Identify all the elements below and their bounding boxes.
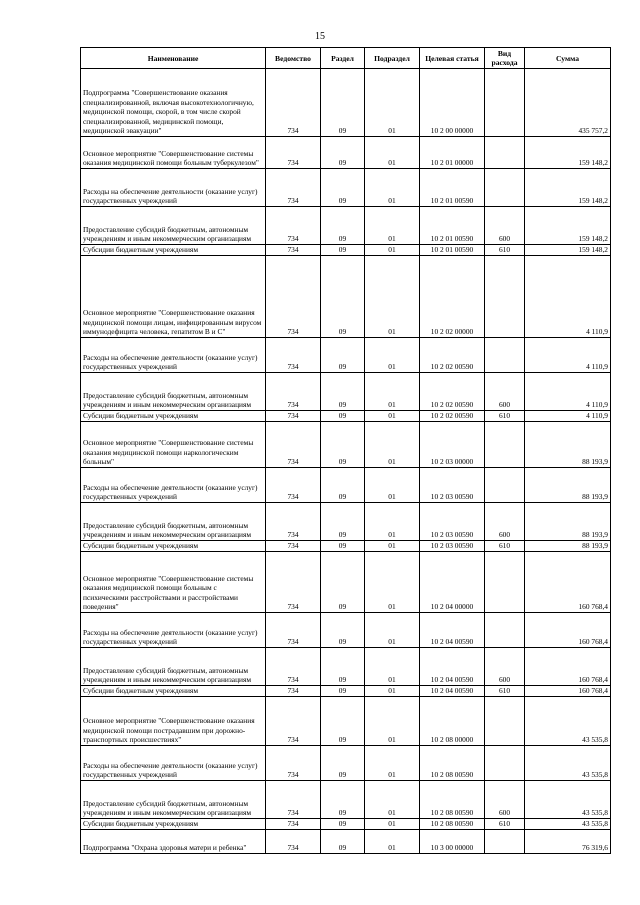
- cell-sum: 159 148,2: [525, 137, 611, 169]
- page-number: 15: [315, 31, 325, 42]
- cell-sum: 159 148,2: [525, 207, 611, 245]
- cell-subsection: 01: [365, 503, 420, 541]
- table-row: [81, 697, 611, 746]
- cell-type: [485, 552, 525, 613]
- cell-subsection: 01: [365, 648, 420, 686]
- cell-section: 09: [321, 137, 365, 169]
- cell-dept: 734: [266, 69, 321, 137]
- header-target: Целевая статья: [420, 48, 485, 69]
- cell-dept: 734: [266, 468, 321, 503]
- cell-subsection: 01: [365, 819, 420, 830]
- table-row: [81, 338, 611, 373]
- cell-type: [485, 69, 525, 137]
- cell-sum: 160 768,4: [525, 552, 611, 613]
- table-row: [81, 422, 611, 468]
- cell-name: Расходы на обеспечение деятельности (оказание услуг) государственных учреждений: [81, 169, 266, 207]
- cell-target: 10 2 03 00590: [420, 541, 485, 552]
- cell-target: 10 2 01 00590: [420, 245, 485, 256]
- budget-table: [80, 47, 611, 854]
- cell-dept: 734: [266, 819, 321, 830]
- cell-section: 09: [321, 411, 365, 422]
- cell-type: [485, 137, 525, 169]
- cell-subsection: 01: [365, 613, 420, 648]
- table-row: [81, 207, 611, 245]
- cell-sum: 160 768,4: [525, 686, 611, 697]
- table-row: [81, 256, 611, 338]
- cell-name: Основное мероприятие "Совершенствование системы оказания медицинской помощи наркологическим больным": [81, 422, 266, 468]
- table-row: [81, 746, 611, 781]
- cell-target: 10 2 02 00590: [420, 411, 485, 422]
- cell-subsection: 01: [365, 781, 420, 819]
- cell-name: Основное мероприятие "Совершенствование системы оказания медицинской помощи больным туберкулезом": [81, 137, 266, 169]
- cell-section: 09: [321, 338, 365, 373]
- cell-subsection: 01: [365, 830, 420, 854]
- table-row: [81, 468, 611, 503]
- cell-section: 09: [321, 256, 365, 338]
- cell-sum: 88 193,9: [525, 468, 611, 503]
- cell-section: 09: [321, 697, 365, 746]
- cell-name: Предоставление субсидий бюджетным, автономным учреждениям и иным некоммерческим организациям: [81, 781, 266, 819]
- cell-subsection: 01: [365, 697, 420, 746]
- cell-name: Предоставление субсидий бюджетным, автономным учреждениям и иным некоммерческим организациям: [81, 648, 266, 686]
- cell-dept: 734: [266, 256, 321, 338]
- cell-subsection: 01: [365, 686, 420, 697]
- table-row: [81, 69, 611, 137]
- cell-sum: 88 193,9: [525, 503, 611, 541]
- cell-section: 09: [321, 245, 365, 256]
- cell-name: Подпрограмма "Охрана здоровья матери и ребенка": [81, 830, 266, 854]
- cell-sum: 43 535,8: [525, 746, 611, 781]
- cell-type: [485, 830, 525, 854]
- cell-sum: 159 148,2: [525, 245, 611, 256]
- cell-dept: 734: [266, 245, 321, 256]
- cell-dept: 734: [266, 422, 321, 468]
- cell-target: 10 2 00 00000: [420, 69, 485, 137]
- table-row: [81, 819, 611, 830]
- cell-sum: 88 193,9: [525, 541, 611, 552]
- table-row: [81, 411, 611, 422]
- cell-subsection: 01: [365, 245, 420, 256]
- cell-sum: 43 535,8: [525, 819, 611, 830]
- cell-type: 600: [485, 207, 525, 245]
- table-row: [81, 781, 611, 819]
- table-row: [81, 503, 611, 541]
- cell-dept: 734: [266, 541, 321, 552]
- cell-type: [485, 613, 525, 648]
- cell-section: 09: [321, 819, 365, 830]
- cell-type: [485, 169, 525, 207]
- cell-dept: 734: [266, 137, 321, 169]
- table-header-row: [81, 48, 611, 69]
- cell-subsection: 01: [365, 69, 420, 137]
- header-type: Вид расхода: [485, 48, 525, 69]
- cell-dept: 734: [266, 613, 321, 648]
- cell-type: 600: [485, 648, 525, 686]
- cell-sum: 4 110,9: [525, 256, 611, 338]
- cell-target: 10 2 02 00590: [420, 373, 485, 411]
- cell-type: [485, 422, 525, 468]
- cell-target: 10 2 01 00000: [420, 137, 485, 169]
- cell-name: Субсидии бюджетным учреждениям: [81, 686, 266, 697]
- cell-section: 09: [321, 686, 365, 697]
- cell-target: 10 2 08 00590: [420, 746, 485, 781]
- cell-section: 09: [321, 781, 365, 819]
- table-row: [81, 373, 611, 411]
- cell-type: 600: [485, 781, 525, 819]
- cell-subsection: 01: [365, 468, 420, 503]
- table-row: [81, 552, 611, 613]
- cell-target: 10 2 08 00590: [420, 819, 485, 830]
- cell-target: 10 2 04 00590: [420, 613, 485, 648]
- cell-subsection: 01: [365, 746, 420, 781]
- cell-name: Основное мероприятие "Совершенствование системы оказания медицинской помощи больным с психическими расстройствами и расстройствами поведения": [81, 552, 266, 613]
- cell-target: 10 2 04 00590: [420, 686, 485, 697]
- cell-subsection: 01: [365, 338, 420, 373]
- cell-dept: 734: [266, 697, 321, 746]
- cell-type: [485, 338, 525, 373]
- cell-dept: 734: [266, 746, 321, 781]
- cell-subsection: 01: [365, 137, 420, 169]
- cell-sum: 4 110,9: [525, 411, 611, 422]
- header-name: Наименование: [81, 48, 266, 69]
- cell-name: Субсидии бюджетным учреждениям: [81, 411, 266, 422]
- cell-target: 10 2 03 00000: [420, 422, 485, 468]
- header-subsection: Подраздел: [365, 48, 420, 69]
- cell-dept: 734: [266, 552, 321, 613]
- cell-name: Расходы на обеспечение деятельности (оказание услуг) государственных учреждений: [81, 746, 266, 781]
- cell-type: [485, 256, 525, 338]
- table-row: [81, 830, 611, 854]
- cell-dept: 734: [266, 830, 321, 854]
- cell-subsection: 01: [365, 411, 420, 422]
- cell-section: 09: [321, 69, 365, 137]
- cell-sum: 160 768,4: [525, 648, 611, 686]
- cell-sum: 160 768,4: [525, 613, 611, 648]
- cell-dept: 734: [266, 207, 321, 245]
- cell-type: 610: [485, 819, 525, 830]
- cell-section: 09: [321, 169, 365, 207]
- cell-type: [485, 697, 525, 746]
- cell-name: Предоставление субсидий бюджетным, автономным учреждениям и иным некоммерческим организациям: [81, 207, 266, 245]
- cell-name: Расходы на обеспечение деятельности (оказание услуг) государственных учреждений: [81, 338, 266, 373]
- cell-name: Предоставление субсидий бюджетным, автономным учреждениям и иным некоммерческим организациям: [81, 373, 266, 411]
- cell-section: 09: [321, 503, 365, 541]
- cell-type: 600: [485, 373, 525, 411]
- cell-target: 10 2 04 00590: [420, 648, 485, 686]
- table-row: [81, 541, 611, 552]
- cell-dept: 734: [266, 503, 321, 541]
- cell-dept: 734: [266, 411, 321, 422]
- cell-type: [485, 468, 525, 503]
- table-row: [81, 137, 611, 169]
- cell-name: Основное мероприятие "Совершенствование оказания медицинской помощи пострадавшим при дорожно-транспортных происшествиях": [81, 697, 266, 746]
- cell-sum: 43 535,8: [525, 781, 611, 819]
- header-sum: Сумма: [525, 48, 611, 69]
- cell-subsection: 01: [365, 256, 420, 338]
- table-row: [81, 245, 611, 256]
- cell-sum: 4 110,9: [525, 373, 611, 411]
- cell-subsection: 01: [365, 541, 420, 552]
- cell-name: Субсидии бюджетным учреждениям: [81, 541, 266, 552]
- cell-target: 10 2 08 00000: [420, 697, 485, 746]
- cell-subsection: 01: [365, 207, 420, 245]
- cell-section: 09: [321, 552, 365, 613]
- cell-name: Расходы на обеспечение деятельности (оказание услуг) государственных учреждений: [81, 613, 266, 648]
- cell-section: 09: [321, 207, 365, 245]
- cell-dept: 734: [266, 781, 321, 819]
- cell-target: 10 2 03 00590: [420, 468, 485, 503]
- cell-target: 10 3 00 00000: [420, 830, 485, 854]
- cell-name: Основное мероприятие "Совершенствование оказания медицинской помощи лицам, инфицированным вирусом иммунодефицита человека, гепатитом В и С": [81, 256, 266, 338]
- cell-section: 09: [321, 613, 365, 648]
- cell-dept: 734: [266, 686, 321, 697]
- cell-sum: 4 110,9: [525, 338, 611, 373]
- cell-target: 10 2 01 00590: [420, 169, 485, 207]
- cell-target: 10 2 01 00590: [420, 207, 485, 245]
- cell-name: Субсидии бюджетным учреждениям: [81, 245, 266, 256]
- cell-target: 10 2 02 00590: [420, 338, 485, 373]
- cell-name: Субсидии бюджетным учреждениям: [81, 819, 266, 830]
- cell-name: Подпрограмма "Совершенствование оказания специализированной, включая высокотехнологичную, медицинской помощи, скорой, в том числе скорой специализированной, медицинской помощи, медицинской эвакуации": [81, 69, 266, 137]
- header-dept: Ведомство: [266, 48, 321, 69]
- cell-target: 10 2 04 00000: [420, 552, 485, 613]
- cell-target: 10 2 08 00590: [420, 781, 485, 819]
- header-section: Раздел: [321, 48, 365, 69]
- cell-subsection: 01: [365, 169, 420, 207]
- cell-name: Предоставление субсидий бюджетным, автономным учреждениям и иным некоммерческим организациям: [81, 503, 266, 541]
- cell-target: 10 2 02 00000: [420, 256, 485, 338]
- cell-sum: 43 535,8: [525, 697, 611, 746]
- cell-section: 09: [321, 746, 365, 781]
- cell-type: 610: [485, 245, 525, 256]
- table-row: [81, 648, 611, 686]
- cell-sum: 88 193,9: [525, 422, 611, 468]
- cell-section: 09: [321, 830, 365, 854]
- cell-target: 10 2 03 00590: [420, 503, 485, 541]
- table-row: [81, 169, 611, 207]
- cell-section: 09: [321, 541, 365, 552]
- cell-type: 610: [485, 686, 525, 697]
- cell-type: 610: [485, 411, 525, 422]
- cell-dept: 734: [266, 338, 321, 373]
- cell-dept: 734: [266, 373, 321, 411]
- cell-subsection: 01: [365, 422, 420, 468]
- cell-section: 09: [321, 422, 365, 468]
- cell-type: 600: [485, 503, 525, 541]
- table-row: [81, 686, 611, 697]
- cell-sum: 159 148,2: [525, 169, 611, 207]
- cell-subsection: 01: [365, 373, 420, 411]
- cell-section: 09: [321, 373, 365, 411]
- cell-subsection: 01: [365, 552, 420, 613]
- cell-name: Расходы на обеспечение деятельности (оказание услуг) государственных учреждений: [81, 468, 266, 503]
- cell-sum: 76 319,6: [525, 830, 611, 854]
- table-row: [81, 613, 611, 648]
- cell-type: [485, 746, 525, 781]
- cell-dept: 734: [266, 169, 321, 207]
- cell-type: 610: [485, 541, 525, 552]
- cell-dept: 734: [266, 648, 321, 686]
- cell-section: 09: [321, 468, 365, 503]
- cell-sum: 435 757,2: [525, 69, 611, 137]
- cell-section: 09: [321, 648, 365, 686]
